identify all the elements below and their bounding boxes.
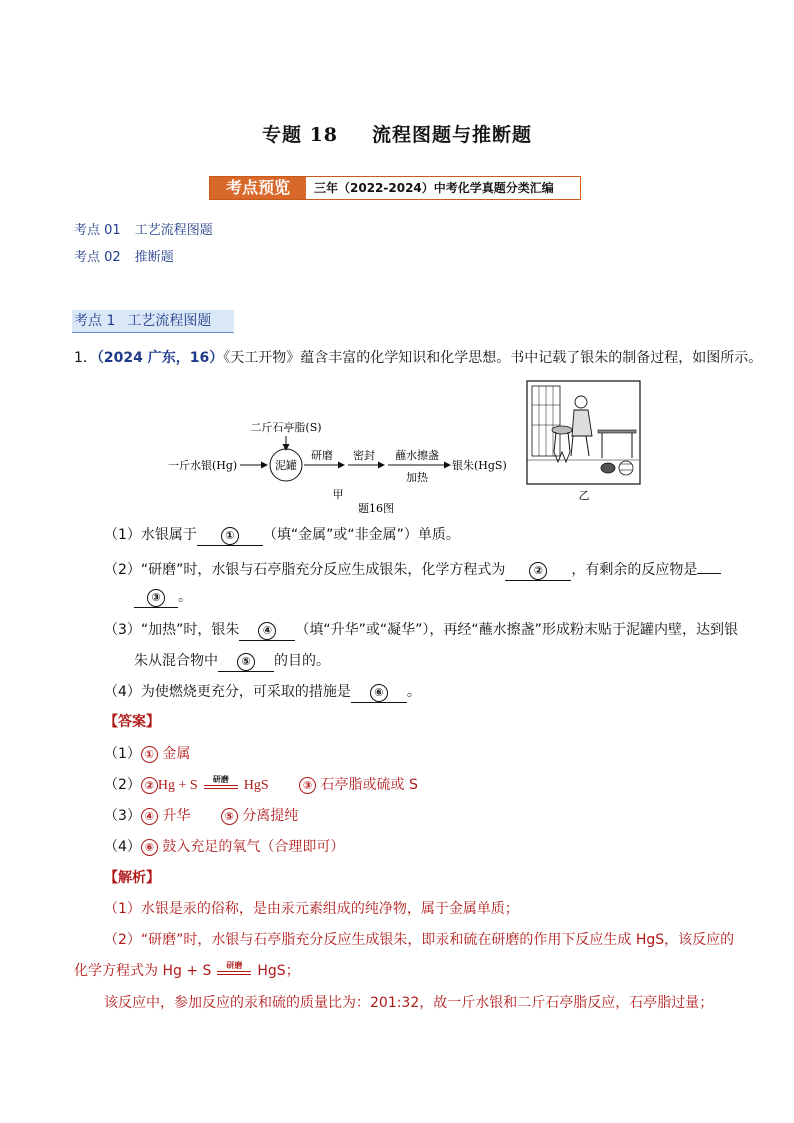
title-topic-name: 流程图题与推断题 — [372, 124, 533, 146]
reaction-condition — [204, 776, 238, 794]
part-text: （填“金属”或“非金属”）单质。 — [262, 527, 460, 543]
analysis-text: HgS； — [257, 963, 300, 979]
answer-num: （3） — [104, 808, 141, 824]
question-part-1 — [104, 525, 460, 546]
toc-item[interactable] — [74, 219, 213, 238]
answer-num: （4） — [104, 839, 141, 855]
toc-item[interactable] — [74, 246, 174, 265]
toc-item-name: 工艺流程图题 — [134, 223, 213, 238]
answer-blank[interactable] — [218, 651, 274, 672]
answer-4 — [104, 837, 344, 857]
answer-blank-number: ① — [141, 746, 158, 763]
banner-text: 三年（2022-2024）中考化学真题分类汇编 — [314, 181, 554, 195]
answer-blank[interactable] — [351, 682, 407, 703]
part-text: 的目的。 — [274, 653, 330, 669]
part-text: （4）为使燃烧更充分，可采取的措施是 — [104, 684, 351, 700]
answer-blank-number: ④ — [141, 808, 158, 825]
answer-blank-number: ② — [141, 777, 158, 794]
section-name: 工艺流程图题 — [127, 313, 212, 329]
answer-text: 金属 — [162, 746, 191, 762]
answer-text: 分离提纯 — [242, 808, 299, 824]
answer-2 — [104, 775, 418, 796]
answer-blank-number: ⑤ — [221, 808, 238, 825]
analysis-text: 化学方程式为 Hg + S — [74, 963, 212, 979]
analysis-heading: 【解析】 — [104, 870, 160, 886]
answer-blank-number: ⑥ — [141, 839, 158, 856]
question-part-3 — [104, 620, 738, 641]
step3-bottom-label: 加热 — [406, 471, 428, 484]
part-text: （2）“研磨”时，水银与石亭脂充分反应生成银朱，化学方程式为 — [104, 562, 506, 578]
illustration-yi — [526, 380, 641, 504]
answer-blank[interactable] — [197, 525, 263, 546]
question-part-2-cont — [134, 587, 192, 608]
question-text: 《天工开物》蕴含丰富的化学知识和化学思想。书中记载了银朱的制备过程，如图所示。 — [223, 350, 763, 366]
answer-num: （2） — [104, 777, 141, 793]
section-heading — [72, 310, 234, 333]
preview-banner — [209, 176, 581, 200]
equation-right: HgS — [243, 778, 269, 793]
condition-text: 研磨 — [226, 961, 243, 970]
equation-left: Hg + S — [157, 778, 198, 793]
answer-1 — [104, 744, 190, 764]
page-title — [0, 120, 794, 147]
analysis-para-3 — [74, 961, 300, 981]
part-text: 朱从混合物中 — [134, 653, 218, 669]
part-text: 。 — [406, 684, 421, 700]
part-text: （3）“加热”时，银朱 — [104, 622, 240, 638]
blank-number: ① — [221, 527, 239, 545]
left-reagent-label: 一斤水银(Hg) — [168, 459, 238, 472]
step3-top-label: 蘸水擦盏 — [395, 449, 439, 462]
answer-text: 鼓入充足的氧气（合理即可） — [162, 839, 345, 855]
vessel-label: 泥罐 — [275, 459, 297, 472]
question-number: 1． — [74, 350, 97, 366]
question-part-4 — [104, 682, 421, 703]
toc-item-id: 考点 02 — [74, 250, 121, 265]
question-part-2 — [104, 557, 721, 581]
toc-item-id: 考点 01 — [74, 223, 121, 238]
step1-label: 研磨 — [311, 449, 333, 462]
answer-blank[interactable] — [505, 560, 571, 581]
figure-yi-label: 乙 — [578, 489, 590, 502]
figure-caption: 题16图 — [358, 502, 394, 515]
flow-diagram — [168, 412, 513, 516]
answer-heading: 【答案】 — [104, 714, 160, 730]
part-text: 。 — [178, 589, 192, 605]
question-stem — [74, 348, 762, 368]
blank-number: ③ — [147, 589, 165, 607]
blank-number: ⑥ — [370, 684, 388, 702]
figure-jia-label: 甲 — [332, 488, 344, 501]
blank-number: ⑤ — [237, 653, 255, 671]
answer-blank-number: ③ — [299, 777, 316, 794]
answer-3 — [104, 806, 298, 826]
analysis-para-4: 该反应中，参加反应的汞和硫的质量比为：201:32，故一斤水银和二斤石亭脂反应，石亭脂过量； — [104, 995, 714, 1011]
answer-blank[interactable] — [134, 587, 178, 608]
product-label: 银朱(HgS) — [452, 459, 507, 472]
part-text: （填“升华”或“凝华”），再经“蘸水擦盏”形成粉末贴于泥罐内壁，达到银 — [295, 622, 738, 638]
answer-blank-start[interactable] — [697, 557, 721, 574]
top-reagent-label: 二斤石亭脂(S) — [250, 421, 322, 434]
answer-text: 升华 — [162, 808, 191, 824]
section-id: 考点 1 — [74, 313, 116, 329]
answer-num: （1） — [104, 746, 141, 762]
part-text: （1）水银属于 — [104, 527, 197, 543]
analysis-para-1: （1）水银是汞的俗称，是由汞元素组成的纯净物，属于金属单质； — [104, 901, 519, 917]
analysis-para-2: （2）“研磨”时，水银与石亭脂充分反应生成银朱，即汞和硫在研磨的作用下反应生成 HgS，该反应的 — [104, 932, 735, 948]
blank-number: ② — [529, 562, 547, 580]
reaction-condition — [217, 962, 251, 980]
answer-text: 石亭脂或硫或 S — [320, 777, 418, 793]
condition-text: 研磨 — [212, 775, 229, 784]
banner-tag: 考点预览 — [210, 177, 306, 199]
step2-label: 密封 — [353, 449, 375, 462]
question-source: （2024 广东，16） — [96, 350, 224, 366]
part-text: ，有剩余的反应物是 — [571, 562, 698, 578]
toc-item-name: 推断题 — [134, 250, 174, 265]
title-topic-number: 专题 18 — [261, 124, 339, 146]
blank-number: ④ — [258, 622, 276, 640]
answer-blank[interactable] — [239, 620, 295, 641]
question-part-3-cont — [134, 651, 330, 672]
